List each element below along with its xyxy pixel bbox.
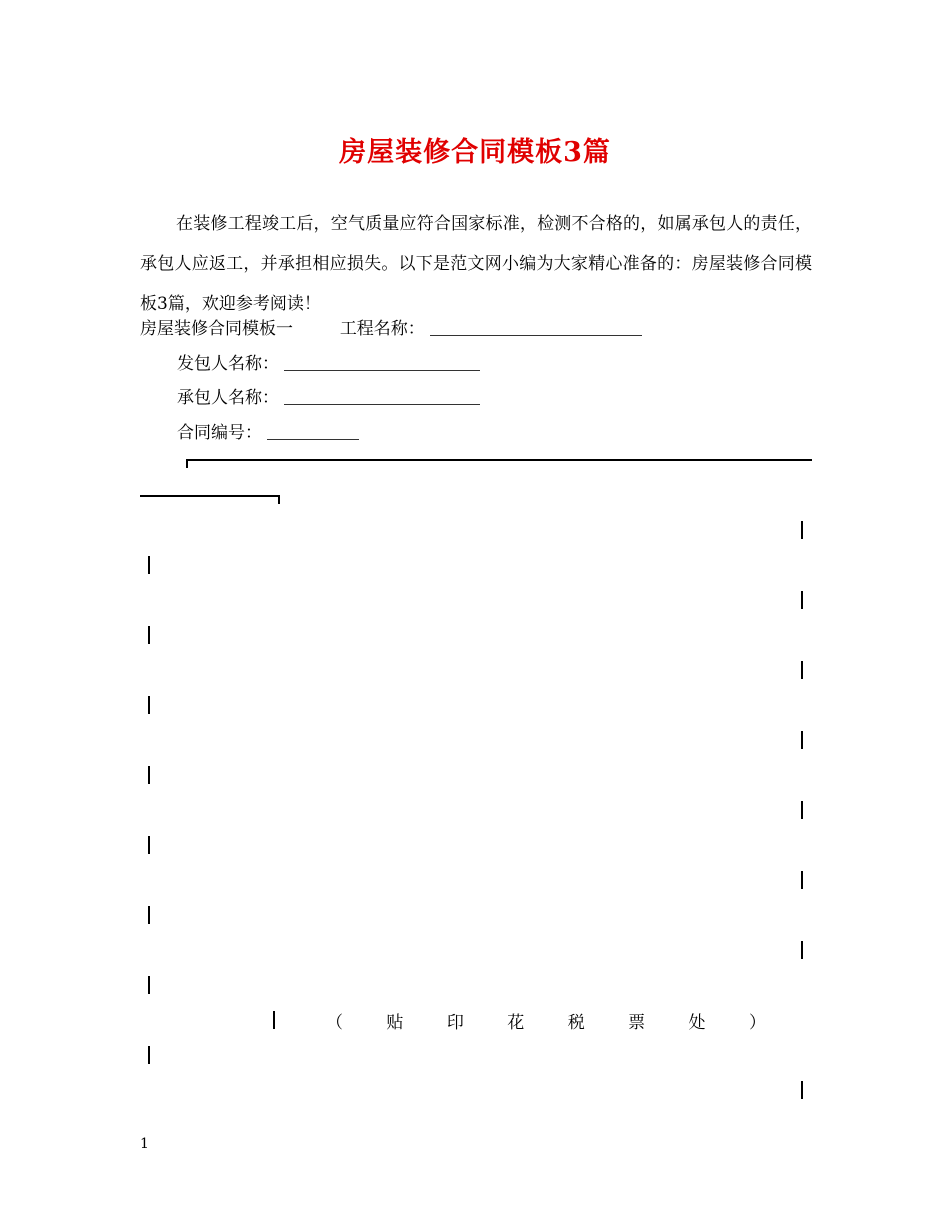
stamp-char: 印 <box>446 1013 464 1033</box>
stamp-char: ） <box>748 1013 766 1033</box>
box-side-bar <box>801 871 803 889</box>
stamp-char: 处 <box>688 1013 706 1033</box>
box-side-bar <box>801 661 803 679</box>
project-name-label: 工程名称： <box>339 319 425 339</box>
intro-paragraph: 在装修工程竣工后，空气质量应符合国家标准，检测不合格的，如属承包人的责任，承包人应返工，并承担相应损失。以下是范文网小编为大家精心准备的：房屋装修合同模板3篇，欢迎参考阅读！ <box>140 214 812 314</box>
contractor-blank <box>284 404 480 405</box>
box-side-bar <box>801 1081 803 1099</box>
contract-no-line <box>177 418 359 443</box>
box-top-left-corner <box>186 459 188 468</box>
contractor-line <box>177 383 480 408</box>
box-side-bar <box>273 1011 275 1029</box>
contract-no-label: 合同编号： <box>177 423 262 443</box>
employer-line <box>177 349 480 374</box>
template-heading-line <box>140 314 642 339</box>
document-title: 房屋装修合同模板3篇 <box>339 137 611 168</box>
box-side-bar <box>148 836 150 854</box>
box-side-bar <box>148 696 150 714</box>
box-side-bar <box>148 626 150 644</box>
box-top-border <box>186 459 812 461</box>
contract-no-blank <box>267 439 359 440</box>
page-number: 1 <box>140 1136 149 1152</box>
stamp-char: 贴 <box>386 1013 404 1033</box>
project-name-blank <box>430 335 642 336</box>
employer-label: 发包人名称： <box>177 354 279 374</box>
box-side-bar <box>801 801 803 819</box>
box-side-bar <box>801 731 803 749</box>
contractor-label: 承包人名称： <box>177 388 279 408</box>
box-side-bar <box>801 521 803 539</box>
stamp-char: 税 <box>567 1013 585 1033</box>
stamp-char: （ <box>326 1013 343 1033</box>
box-side-bar <box>148 556 150 574</box>
box-side-bar <box>148 766 150 784</box>
employer-blank <box>284 370 480 371</box>
box-top-right-corner <box>278 495 280 504</box>
stamp-char: 花 <box>507 1013 525 1033</box>
stamp-char: 票 <box>628 1013 646 1033</box>
stamp-placeholder-text <box>326 1008 766 1033</box>
box-side-bar <box>801 591 803 609</box>
box-side-bar <box>148 976 150 994</box>
template-heading: 房屋装修合同模板一 <box>140 319 293 339</box>
box-top-border-wrap <box>140 495 280 497</box>
box-side-bar <box>801 941 803 959</box>
box-side-bar <box>148 906 150 924</box>
box-side-bar <box>148 1046 150 1064</box>
